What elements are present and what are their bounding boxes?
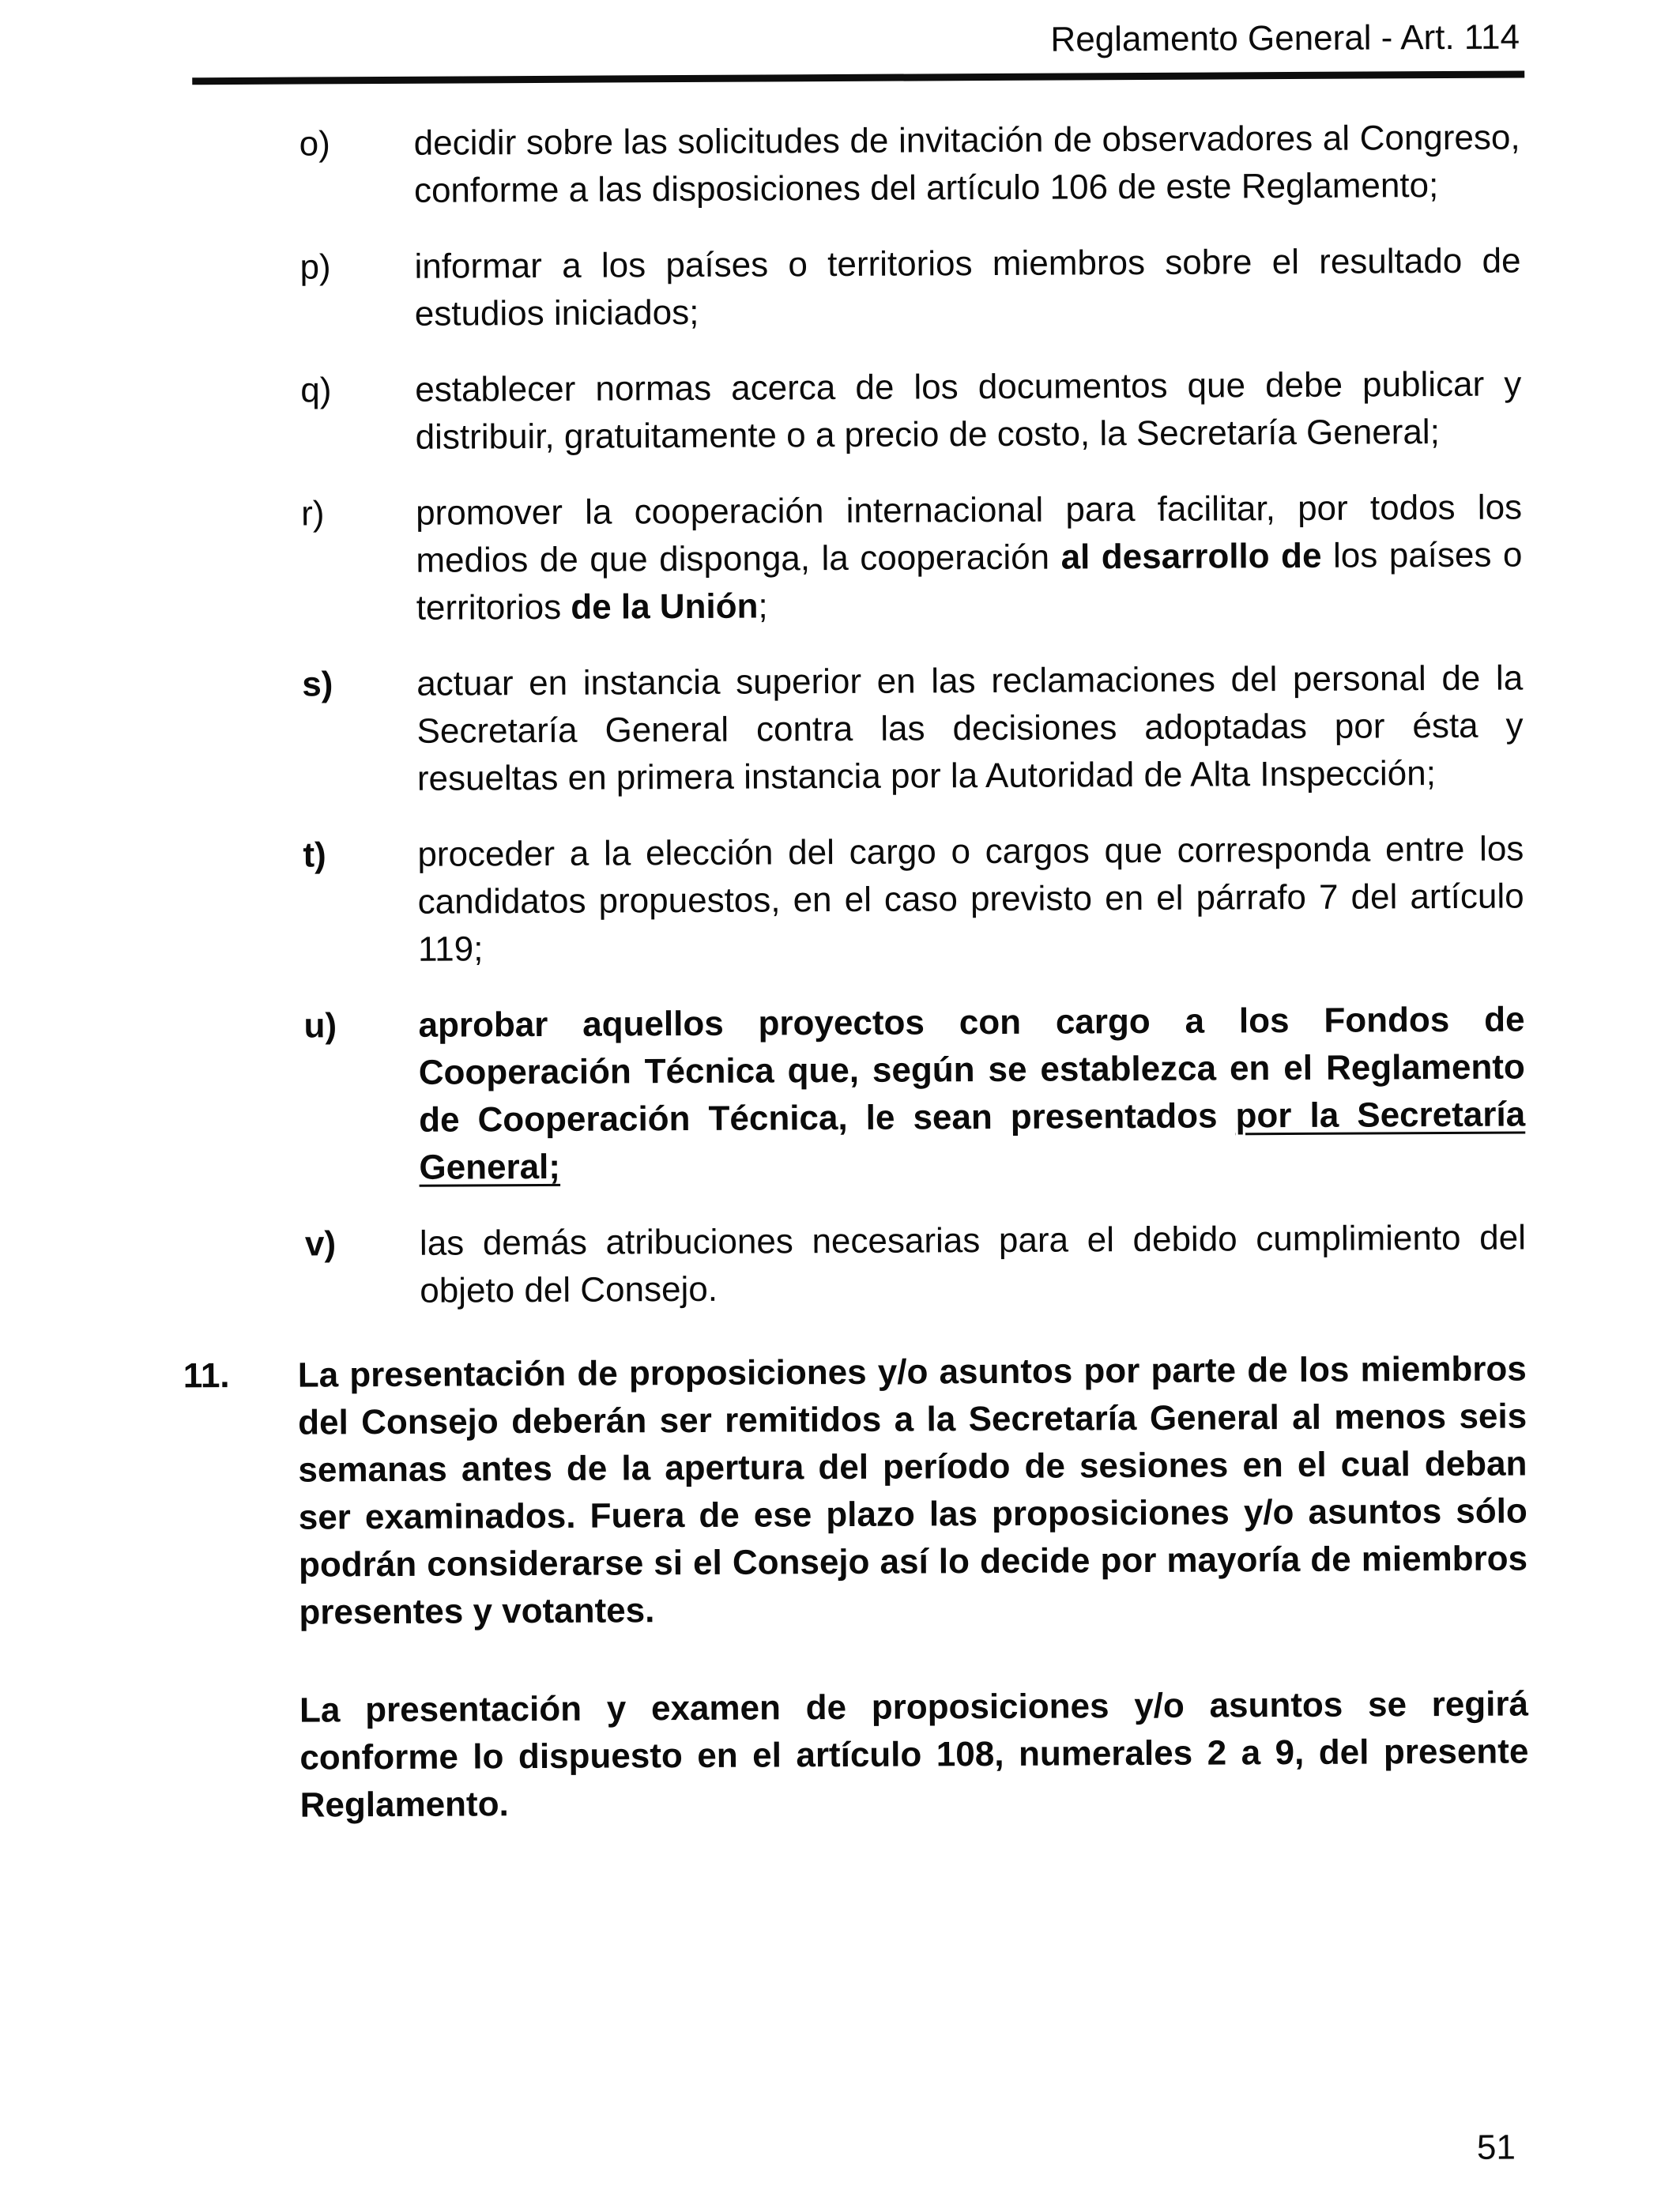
text-run-bold-underline: por la Secretaría General; [419, 1095, 1526, 1187]
list-item-v [305, 1214, 1527, 1315]
text-run-bold: aprobar aquellos proyectos con cargo a los Fondos de Cooperación Técnica que, según se establezca en el Reglamento de Cooperación Técnica, le sean presentados [418, 1000, 1525, 1140]
text-run: los países o territorios [416, 535, 1523, 628]
list-item-label: r) [300, 494, 325, 533]
page-header [0, 17, 1520, 66]
list-item-text: establecer normas acerca de los documentos que debe publicar y distribuir, gratuitamente o a precio de costo, la Secretaría General; [415, 364, 1522, 457]
list-item-label: q) [300, 371, 332, 410]
list-item-text [416, 484, 1523, 631]
list-item-o [299, 114, 1521, 215]
page-number: 51 [1476, 2128, 1516, 2167]
text-run-bold: de la Unión [571, 586, 759, 627]
list-item-text: informar a los países o territorios miembros sobre el resultado de estudios iniciados; [414, 241, 1521, 334]
item-number: 11. [183, 1356, 230, 1396]
list-item-text: las demás atribuciones necesarias para el debido cumplimiento del objeto del Consejo. [419, 1218, 1527, 1310]
list-item-label: v) [304, 1224, 337, 1264]
list-item-q [300, 360, 1522, 462]
list-item-text: actuar en instancia superior en las reclamaciones del personal de la Secretaría General contra las decisiones adoptadas por ésta y resueltas en primera instancia por la Autoridad de Alta Inspección; [416, 658, 1524, 798]
list-item-label: p) [299, 247, 331, 287]
list-item-u [303, 996, 1525, 1192]
list-item-text: proceder a la elección del cargo o cargos que corresponda entre los candidatos propuestos, en el caso previsto en el párrafo 7 del artículo 119; [417, 829, 1524, 969]
list-item-label: s) [302, 665, 333, 704]
list-item-label: o) [299, 124, 330, 164]
lettered-list [299, 114, 1527, 1315]
list-item-t [303, 825, 1524, 974]
list-item-text [418, 996, 1525, 1191]
text-run-bold: al desarrollo de [1060, 536, 1322, 577]
list-item-s [302, 654, 1524, 803]
list-item-p [299, 237, 1521, 338]
text-run: promover la cooperación internacional para facilitar, por todos los medios de que disponga, la cooperación [415, 488, 1523, 580]
list-item-r [301, 484, 1523, 632]
numbered-item-11 [183, 1345, 1529, 1880]
paragraph-2: La presentación y examen de proposiciones y/o asuntos se regirá conforme lo dispuesto en el artículo 108, numerales 2 a 9, del presente Reglamento. [299, 1684, 1529, 1825]
header-title: Reglamento General - Art. 114 [1050, 17, 1520, 59]
text-run: ; [758, 586, 768, 626]
list-item-label: t) [303, 835, 326, 875]
list-item-text: decidir sobre las solicitudes de invitación de observadores al Congreso, conforme a las disposiciones del artículo 106 de este Reglamento; [413, 118, 1520, 210]
header-divider [192, 70, 1524, 85]
list-item-label: u) [303, 1006, 337, 1046]
paragraph-1: La presentación de proposiciones y/o asuntos por parte de los miembros del Consejo deberán ser remitidos a la Secretaría General al menos seis semanas antes de la apertura del período de sesiones en el cual deban ser examinados. Fuera de ese plazo las proposiciones y/o asuntos sólo podrán considerarse si el Consejo así lo decide por mayoría de miembros presentes y votantes. [297, 1349, 1528, 1632]
item-body [298, 1345, 1529, 1879]
